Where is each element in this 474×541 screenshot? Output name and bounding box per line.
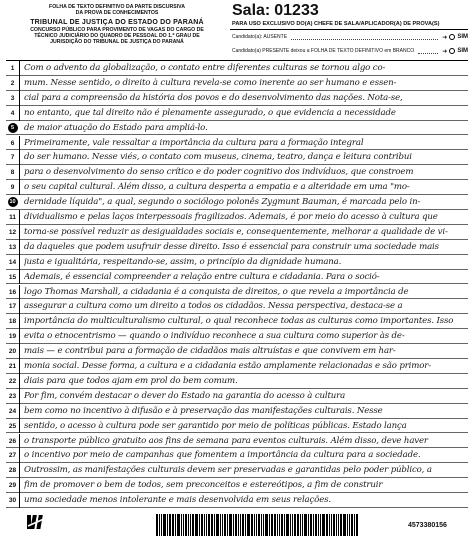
text-line xyxy=(6,270,468,285)
handwritten-text: fim de promover o bem de todos, sem preconceitos e estereótipos, a fim de construir xyxy=(24,480,383,491)
text-line xyxy=(6,404,468,419)
text-line xyxy=(6,329,468,344)
handwritten-text: dividualismo e pelas laços interpessoais fragilizados. Ademais, é por meio do acesso à cultura que xyxy=(24,212,438,222)
text-line xyxy=(6,136,468,151)
sheet-header xyxy=(6,2,468,60)
text-line xyxy=(6,478,468,493)
line-number: 15 xyxy=(6,270,20,285)
arrow-right-icon: ➜ xyxy=(442,34,448,41)
line-number: 29 xyxy=(6,478,20,493)
handwritten-text: o incentivo por meio de campanhas que fomentem a importância da cultura para a sociedade. xyxy=(24,450,421,461)
ausente-sim-option[interactable]: SIM xyxy=(449,34,468,40)
presente-row xyxy=(230,46,468,56)
text-line xyxy=(6,106,468,121)
concurso-text: CONCURSO PÚBLICO PARA PROVIMENTO DE VAGAS DO CARGO DE TÉCNICO JUDICIÁRIO DO QUADRO DE PESSOAL DO 1.º GRAU DE JURISDIÇÃO DO TRIBUNAL DE JUSTIÇA DO PARANÁ xyxy=(30,27,204,45)
handwritten-text: Com o advento da globalização, o contato entre diferentes culturas se tornou algo co- xyxy=(24,63,386,73)
line-number: 18 xyxy=(6,314,20,329)
sala-label: Sala: 01233 xyxy=(232,2,319,19)
text-line xyxy=(6,210,468,225)
radio-circle-icon xyxy=(449,48,455,54)
text-line xyxy=(6,448,468,463)
text-line xyxy=(6,150,468,165)
handwritten-text: justa e igualitária, respeitando-se, assim, o princípio da dignidade humana. xyxy=(24,256,342,267)
text-line xyxy=(6,463,468,478)
line-number: 26 xyxy=(6,434,20,449)
ausente-label: Candidato(a): AUSENTE xyxy=(232,34,288,40)
handwritten-text: Ademais, é essencial compreender a relação entre cultura e cidadania. Para o soció- xyxy=(24,271,380,282)
header-left xyxy=(6,2,228,60)
handwritten-text: torna-se possível reduzir as desigualdades sociais e, consequentemente, melhorar a qualidade de vi- xyxy=(24,226,448,237)
text-line xyxy=(6,374,468,389)
text-line xyxy=(6,285,468,300)
text-line xyxy=(6,389,468,404)
handwritten-text: monia social. Desse forma, a cultura e a cidadania estão amplamente relacionadas e são primor- xyxy=(24,361,432,371)
handwritten-text: de maior atuação do Estado para ampliá-lo. xyxy=(24,122,208,133)
line-number: 7 xyxy=(6,150,20,165)
handwritten-text: uma sociedade menos intolerante e mais desenvolvida em seus relações. xyxy=(24,495,331,506)
cebraspe-logo-icon xyxy=(26,514,48,530)
line-number: 11 xyxy=(6,210,20,225)
radio-circle-icon xyxy=(449,34,455,40)
line-number: 12 xyxy=(6,225,20,240)
text-line xyxy=(6,359,468,374)
folha-title: FOLHA DE TEXTO DEFINITIVO DA PARTE DISCURSIVA DA PROVA DE CONHECIMENTOS xyxy=(49,4,185,16)
line-number: 6 xyxy=(6,136,20,151)
handwritten-text: no entanto, que tal direito não é plenamente assegurado, o que evidencia a necessidade xyxy=(24,107,396,118)
handwritten-text: o seu capital cultural. Além disso, a cultura desperta a empatia e a alteridade em uma "mo- xyxy=(24,182,410,193)
handwritten-text: Primeiramente, vale ressaltar a importância da cultura para a formação integral xyxy=(24,137,364,148)
text-lines-area xyxy=(6,60,468,508)
handwritten-text: Outrossim, as manifestações culturais devem ser preservadas e garantidas pelo poder público, a xyxy=(24,465,432,476)
ausente-row xyxy=(230,32,468,42)
text-line xyxy=(6,121,468,136)
handwritten-text: evita o etnocentrismo — quando o indivíduo reconhece a sua cultura como superior às de- xyxy=(24,331,405,342)
handwritten-text: dernidade líquida", a qual, segundo o sociólogo polonês Zygmunt Bauman, é marcada pelo in- xyxy=(24,197,421,208)
line-number: 1 xyxy=(6,61,20,76)
handwritten-text: da daqueles que podem usufruir desse direito. Isso é essencial para construir uma sociedade mais xyxy=(24,241,439,252)
handwritten-text: bem como no incentivo à difusão e à preservação das manifestações culturais. Nesse xyxy=(24,405,383,416)
sala-number: 01233 xyxy=(274,2,319,19)
text-line xyxy=(6,61,468,76)
line-number: 23 xyxy=(6,389,20,404)
line-number: 2 xyxy=(6,76,20,91)
handwritten-text: o transporte público gratuito aos fins de semana para eventos culturais. Além disso, deve haver xyxy=(24,435,428,446)
text-line xyxy=(6,165,468,180)
text-line xyxy=(6,493,468,508)
text-line xyxy=(6,240,468,255)
sheet-footer xyxy=(6,510,468,538)
line-number: 17 xyxy=(6,299,20,314)
line-number: 30 xyxy=(6,493,20,508)
line-number: 22 xyxy=(6,374,20,389)
line-number: 14 xyxy=(6,255,20,270)
barcode-icon xyxy=(156,514,412,536)
presente-sim-option[interactable]: SIM xyxy=(449,48,468,54)
presente-label: Candidato(a) PRESENTE deixou a FOLHA DE TEXTO DEFINITIVO em BRANCO xyxy=(232,48,415,54)
text-line xyxy=(6,419,468,434)
line-number: 19 xyxy=(6,329,20,344)
line-number: 3 xyxy=(6,91,20,106)
handwritten-text: importância do multiculturalismo cultural, o qual reconhece todas as culturas como importantes. Isso xyxy=(24,316,454,327)
line-number: 20 xyxy=(6,344,20,359)
line-number: 9 xyxy=(6,180,20,195)
handwritten-text: assegurar a cultura como um direito a todos os cidadãos. Nessa perspectiva, destaca-se a xyxy=(24,301,403,312)
handwritten-text: Por fim, convém destacar o dever do Estado na garantia do acesso à cultura xyxy=(24,390,346,401)
line-number: 21 xyxy=(6,359,20,374)
sheet-code: 4573380156 xyxy=(408,522,447,529)
line-number: 10 xyxy=(8,197,18,207)
handwritten-text: do ser humano. Nesse viés, o contato com museus, cinema, teatro, dança e leitura contribui xyxy=(24,152,412,163)
text-line xyxy=(6,299,468,314)
line-number: 27 xyxy=(6,448,20,463)
line-number: 16 xyxy=(6,285,20,300)
text-line xyxy=(6,76,468,91)
line-number: 13 xyxy=(6,240,20,255)
line-number: 4 xyxy=(6,106,20,121)
text-line xyxy=(6,180,468,195)
text-line xyxy=(6,314,468,329)
arrow-right-icon: ➜ xyxy=(442,48,448,55)
handwritten-text: mais — e contribui para a formação de cidadãos mais altruístas e que convivem em har- xyxy=(24,346,396,357)
text-line xyxy=(6,225,468,240)
text-line xyxy=(6,195,468,210)
line-number: 25 xyxy=(6,419,20,434)
chefe-title: PARA USO EXCLUSIVO DO(A) CHEFE DE SALA/APLICADOR(A) DE PROVA(S) xyxy=(230,21,468,30)
text-line xyxy=(6,434,468,449)
header-right xyxy=(230,2,468,60)
handwritten-text: cial para a compreensão da história dos povos e do desenvolvimento das nações. Nota-se, xyxy=(24,92,403,103)
handwritten-text: sentido, o acesso à cultura pode ser garantido por meio de políticas públicas. Estado lança xyxy=(24,420,407,431)
line-number: 8 xyxy=(6,165,20,180)
handwritten-text: mum. Nesse sentido, o direito à cultura revela-se como inerente ao ser humano e essen- xyxy=(24,77,397,88)
handwritten-text: logo Thomas Marshall, a cidadania é a conquista de direitos, o que revela a importância de xyxy=(24,286,409,297)
line-number: 24 xyxy=(6,404,20,419)
tribunal-name: TRIBUNAL DE JUSTIÇA DO ESTADO DO PARANÁ xyxy=(30,19,204,26)
answer-sheet xyxy=(6,2,468,538)
text-line xyxy=(6,344,468,359)
text-line xyxy=(6,255,468,270)
text-line xyxy=(6,91,468,106)
line-number: 28 xyxy=(6,463,20,478)
handwritten-text: para o desenvolvimento do senso crítico e do poder cognitivo dos indivíduos, que constroem xyxy=(24,167,414,178)
line-number: 5 xyxy=(8,123,18,133)
handwritten-text: diais para que todos ajam em prol do bem comum. xyxy=(24,375,238,386)
